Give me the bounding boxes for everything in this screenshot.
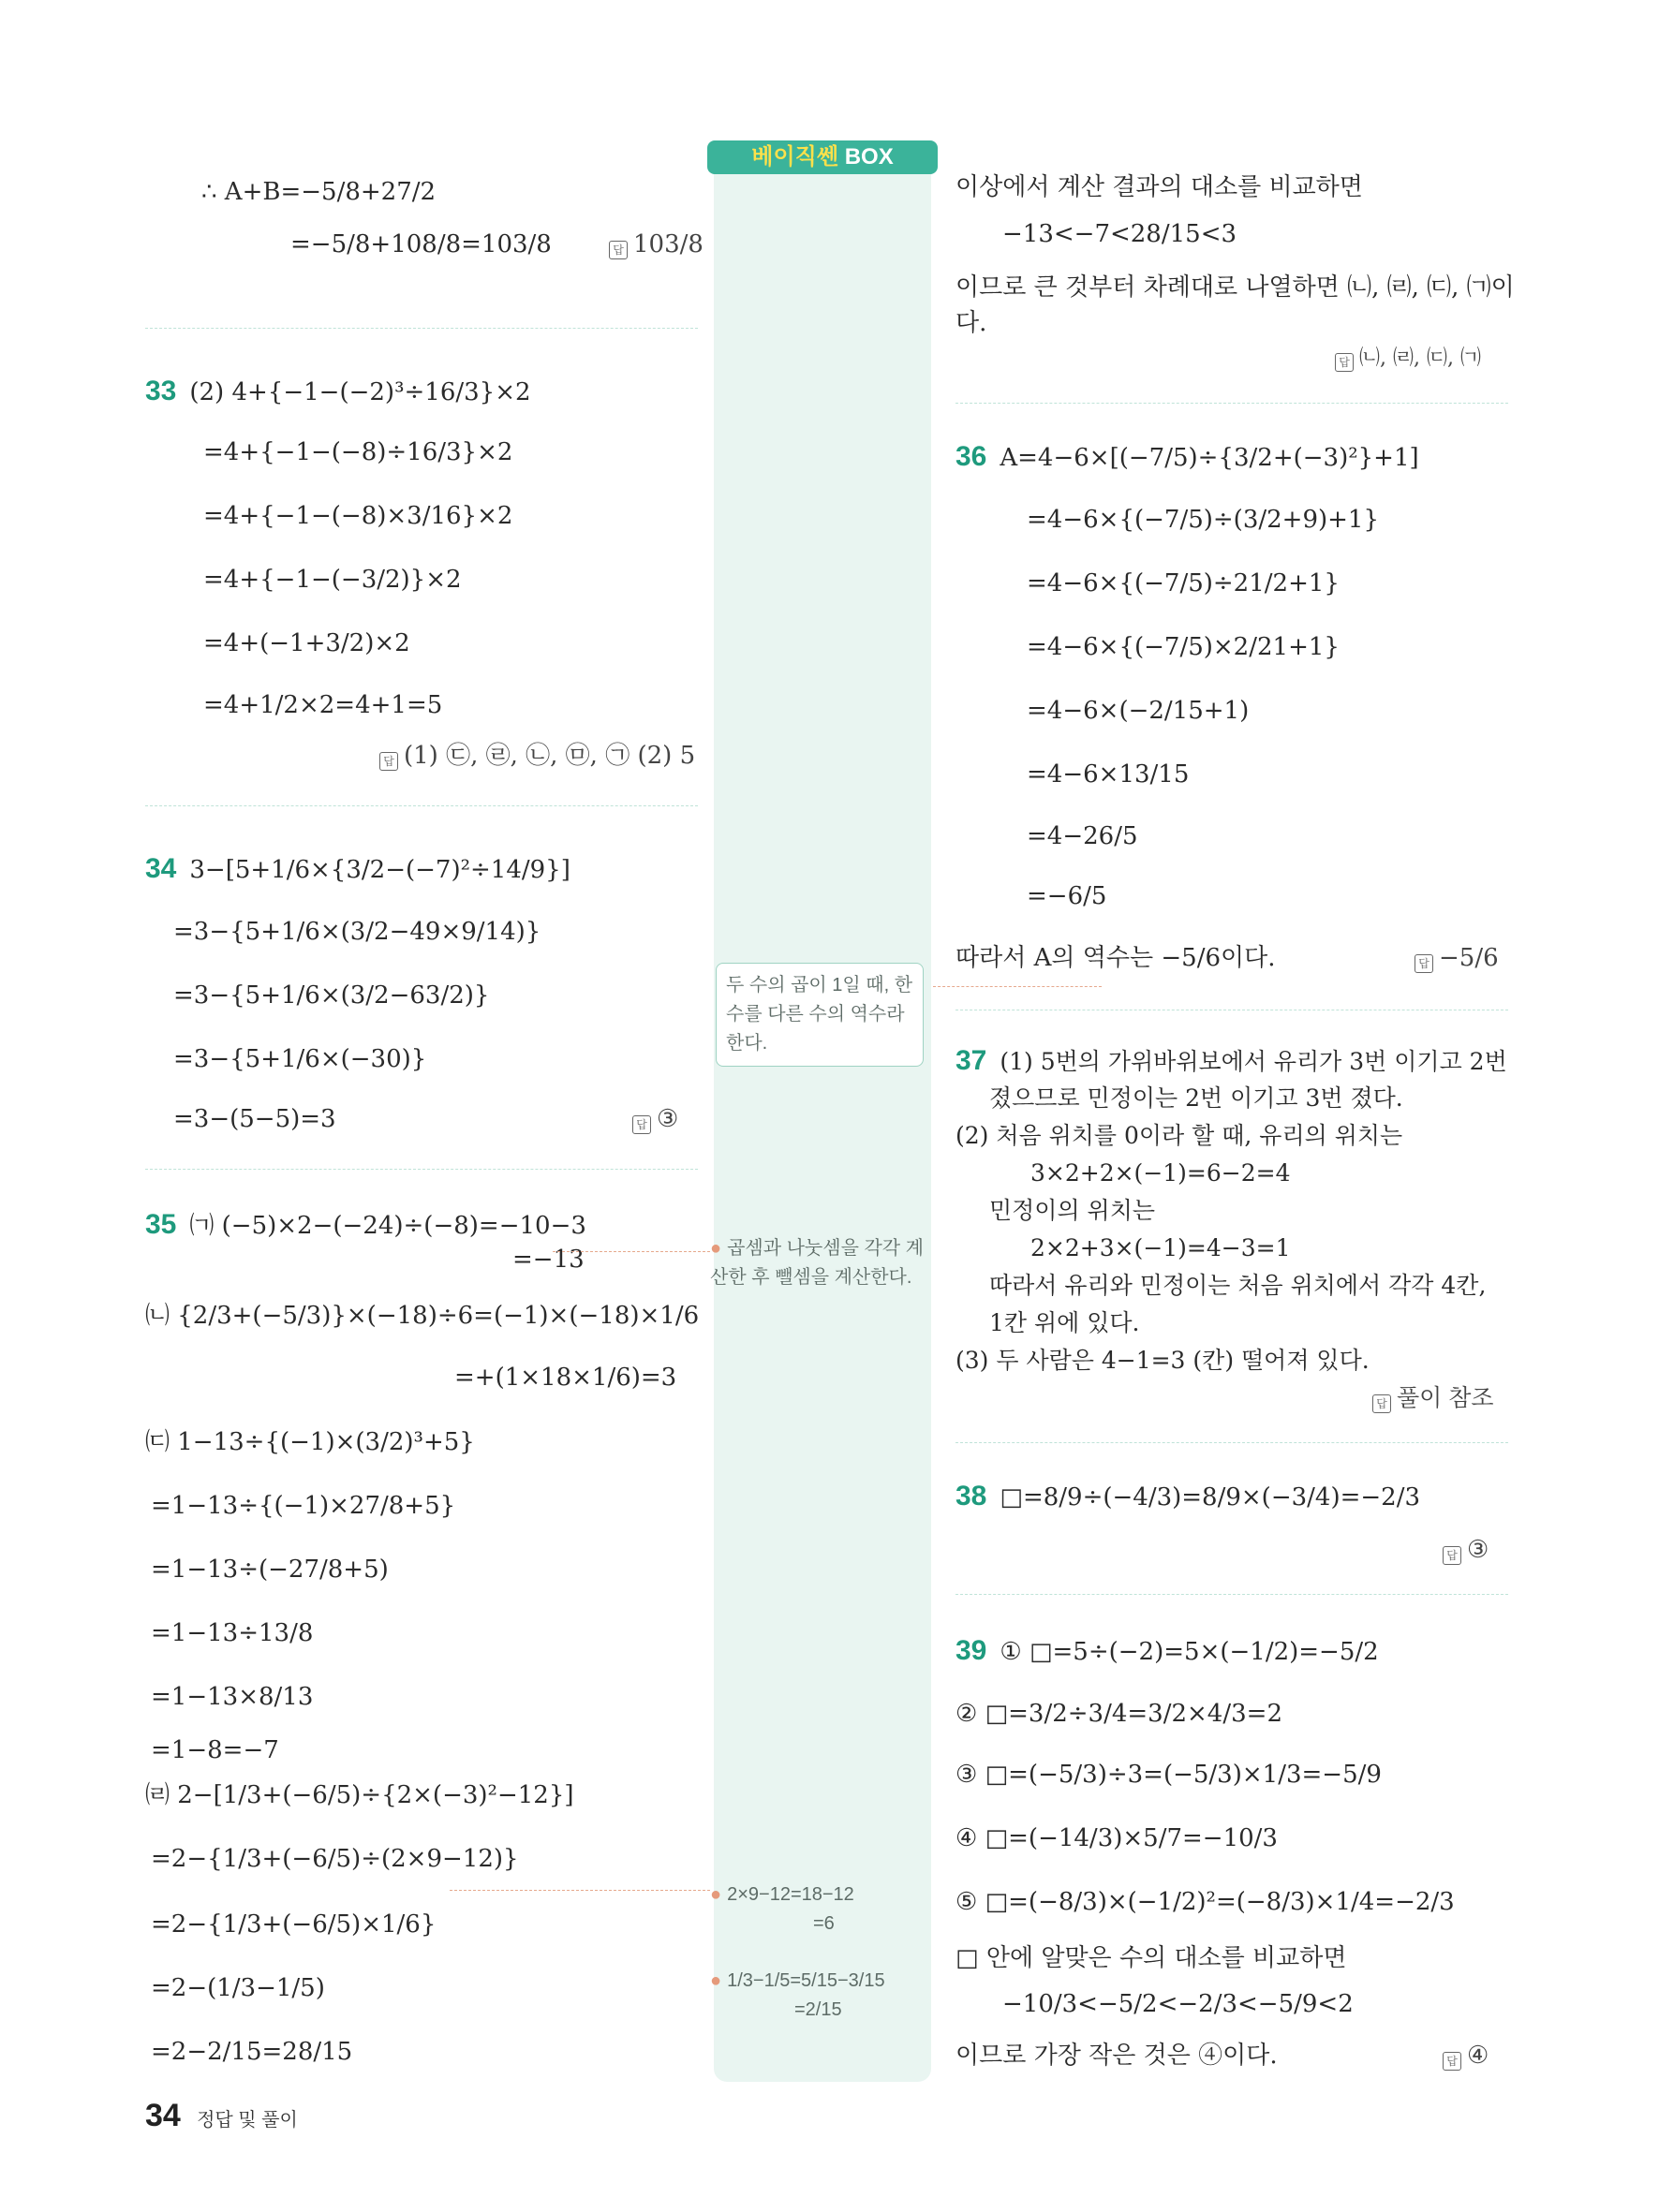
answer-text: ③ [657, 1105, 679, 1133]
solution-line: =1−8=−7 [151, 1736, 279, 1764]
solution-line: =2−{1/3+(−6/5)×1/6} [151, 1910, 437, 1939]
page-label: 정답 및 풀이 [197, 2110, 298, 2131]
answer-text: ④ [1467, 2042, 1489, 2070]
solution-line: ⑤ □=(−8/3)×(−1/2)²=(−8/3)×1/4=−2/3 [955, 1888, 1455, 1916]
answer-line [1372, 1384, 1494, 1413]
note-text: =2/15 [794, 1999, 842, 2020]
answer-text: 풀이 참조 [1397, 1385, 1494, 1411]
solution-line: 3−[5+1/6×{3/2−(−7)²÷14/9}] [189, 856, 570, 884]
solution-line: =+(1×18×1/6)=3 [454, 1364, 677, 1392]
question-number: 35 [145, 1209, 177, 1240]
basic-box-strip [714, 148, 931, 2082]
guide-line [933, 986, 1102, 987]
answer-line [1335, 347, 1481, 372]
solution-line: =4−6×{(−7/5)×2/21+1} [1027, 633, 1340, 661]
answer-line [1415, 944, 1499, 973]
note-calc-a [710, 1880, 926, 1939]
basic-box-title [707, 140, 938, 174]
solution-line: =2−{1/3+(−6/5)÷(2×9−12)} [151, 1845, 519, 1873]
solution-line: =4−6×{(−7/5)÷(3/2+9)+1} [1027, 506, 1380, 534]
solution-line: =1−13÷{(−1)×27/8+5} [151, 1492, 456, 1520]
solution-line: ㈁ {2/3+(−5/3)}×(−18)÷6=(−1)×(−18)×1/6 [145, 1302, 700, 1330]
solution-line: 2×2+3×(−1)=4−3=1 [1030, 1234, 1291, 1261]
note-order-of-operations [710, 1234, 926, 1292]
bullet-dot-icon: ● [710, 1884, 722, 1905]
divider [145, 1169, 698, 1170]
answer-text: (1) ㉢, ㉣, ㉡, ㉤, ㉠ (2) 5 [404, 742, 696, 770]
solution-line: □=8/9÷(−4/3)=8/9×(−3/4)=−2/3 [1000, 1483, 1421, 1512]
solution-line: =4−6×(−2/15+1) [1027, 697, 1250, 725]
divider [955, 403, 1508, 404]
divider [145, 328, 698, 329]
guide-line [450, 1890, 710, 1891]
answer-mark-icon: 답 [1443, 2052, 1461, 2071]
divider [145, 805, 698, 806]
solution-line: ③ □=(−5/3)÷3=(−5/3)×1/3=−5/9 [955, 1761, 1382, 1789]
page-number: 34 [145, 2098, 181, 2133]
solution-line: ∴ A+B=−5/8+27/2 [201, 178, 437, 206]
guide-line [553, 1251, 710, 1252]
solution-line: =1−13÷13/8 [151, 1619, 314, 1647]
solution-line: −13<−7<28/15<3 [1002, 220, 1237, 248]
note-calc-b [710, 1967, 926, 2025]
question-35-head [145, 1208, 586, 1242]
answer-line [379, 742, 695, 771]
solution-line: =1−13×8/13 [151, 1683, 314, 1711]
answer-mark-icon: 답 [1372, 1394, 1391, 1413]
solution-line: =4+(−1+3/2)×2 [203, 629, 410, 657]
solution-line: 3×2+2×(−1)=6−2=4 [1030, 1159, 1291, 1187]
question-39-head [955, 1634, 1379, 1668]
answer-text: ③ [1467, 1536, 1489, 1564]
answer-mark-icon: 답 [632, 1115, 651, 1134]
question-number: 39 [955, 1635, 987, 1666]
answer-mark-icon: 답 [1443, 1546, 1461, 1565]
question-38-head [955, 1480, 1420, 1513]
answer-mark-icon: 답 [379, 752, 398, 771]
question-number: 36 [955, 441, 987, 472]
note-text: 곱셈과 나눗셈을 각각 계산한 후 뺄셈을 계산한다. [710, 1238, 924, 1288]
solution-line: −10/3<−5/2<−2/3<−5/9<2 [1002, 1990, 1354, 2018]
question-33-head [145, 375, 531, 408]
solution-line: 이므로 큰 것부터 차례대로 나열하면 ㈁, ㈃, ㈂, ㈀이 [955, 273, 1515, 302]
note-text: =6 [813, 1913, 835, 1934]
question-34-head [145, 852, 570, 886]
answer-line [1443, 1536, 1489, 1565]
solution-line: =4−6×{(−7/5)÷21/2+1} [1027, 569, 1340, 597]
solution-line: =3−{5+1/6×(3/2−63/2)} [173, 981, 490, 1010]
solution-line: =3−{5+1/6×(3/2−49×9/14)} [173, 918, 541, 946]
answer-line [1443, 2042, 1489, 2071]
divider [955, 1442, 1508, 1443]
question-number: 33 [145, 376, 177, 406]
solution-line: =−6/5 [1027, 882, 1107, 910]
solution-line: 이상에서 계산 결과의 대소를 비교하면 [955, 173, 1363, 201]
answer-line [609, 230, 704, 259]
solution-line: A=4−6×[(−7/5)÷{3/2+(−3)²}+1] [1000, 444, 1419, 472]
solution-line: 따라서 유리와 민정이는 처음 위치에서 각각 4칸, [989, 1272, 1487, 1299]
bullet-dot-icon: ● [710, 1238, 722, 1259]
solution-line: =−13 [512, 1246, 585, 1274]
answer-text: 103/8 [633, 230, 704, 258]
page-footer [145, 2098, 298, 2134]
solution-line: 이므로 가장 작은 것은 ④이다. [955, 2042, 1278, 2070]
answer-text: −5/6 [1439, 944, 1499, 972]
solution-line: =4+{−1−(−3/2)}×2 [203, 566, 462, 594]
note-reciprocal: 두 수의 곱이 1일 때, 한 수를 다른 수의 역수라 한다. [716, 963, 924, 1067]
answer-text: ㈁, ㈃, ㈂, ㈀ [1359, 347, 1481, 370]
solution-line: 졌으므로 민정이는 2번 이기고 3번 졌다. [989, 1084, 1403, 1112]
solution-line: =−5/8+108/8=103/8 [290, 230, 552, 258]
solution-line: 따라서 A의 역수는 −5/6이다. [955, 944, 1276, 972]
answer-mark-icon: 답 [609, 241, 628, 259]
question-number: 37 [955, 1045, 987, 1076]
solution-line: ④ □=(−14/3)×5/7=−10/3 [955, 1824, 1278, 1852]
bullet-dot-icon: ● [710, 1970, 722, 1991]
solution-line: =4+1/2×2=4+1=5 [203, 691, 443, 719]
answer-line [632, 1105, 678, 1134]
solution-line: (2) 처음 위치를 0이라 할 때, 유리의 위치는 [955, 1122, 1403, 1149]
solution-line: 다. [955, 309, 987, 337]
solution-line: ① □=5÷(−2)=5×(−1/2)=−5/2 [1000, 1638, 1379, 1666]
solution-line: =3−(5−5)=3 [173, 1105, 336, 1133]
question-number: 38 [955, 1481, 987, 1512]
question-number: 34 [145, 853, 177, 884]
solution-line: =4−6×13/15 [1027, 760, 1190, 789]
solution-line: ㈀ (−5)×2−(−24)÷(−8)=−10−3 [189, 1212, 586, 1240]
solution-line: =3−{5+1/6×(−30)} [173, 1045, 427, 1073]
solution-line: ㈂ 1−13÷{(−1)×(3/2)³+5} [145, 1428, 475, 1456]
solution-line: (3) 두 사람은 4−1=3 (칸) 떨어져 있다. [955, 1347, 1370, 1374]
solution-line: 1칸 위에 있다. [989, 1309, 1140, 1336]
solution-line: =4+{−1−(−8)×3/16}×2 [203, 502, 513, 530]
solution-line: =2−(1/3−1/5) [151, 1974, 325, 2002]
solution-line: =4−26/5 [1027, 822, 1138, 850]
solution-line: =1−13÷(−27/8+5) [151, 1556, 389, 1584]
divider [955, 1594, 1508, 1595]
solution-line: 민정이의 위치는 [989, 1197, 1155, 1224]
solution-line: (1) 5번의 가위바위보에서 유리가 3번 이기고 2번 [1000, 1048, 1507, 1075]
solution-line: (2) 4+{−1−(−2)³÷16/3}×2 [189, 378, 531, 406]
box-title-english: BOX [844, 144, 894, 170]
solution-line: =2−2/15=28/15 [151, 2038, 353, 2066]
note-text: 2×9−12=18−12 [727, 1884, 854, 1905]
solution-line: =4+{−1−(−8)÷16/3}×2 [203, 438, 513, 466]
solution-line: ② □=3/2÷3/4=3/2×4/3=2 [955, 1700, 1282, 1728]
box-title-korean: 베이직쎈 [751, 144, 839, 170]
answer-mark-icon: 답 [1415, 954, 1433, 973]
solution-line: ㈃ 2−[1/3+(−6/5)÷{2×(−3)²−12}] [145, 1781, 574, 1809]
answer-mark-icon: 답 [1335, 353, 1354, 372]
question-37-head [955, 1044, 1507, 1078]
question-36-head [955, 440, 1419, 474]
solution-line: □ 안에 알맞은 수의 대소를 비교하면 [955, 1944, 1347, 1972]
note-text: 1/3−1/5=5/15−3/15 [727, 1970, 885, 1991]
